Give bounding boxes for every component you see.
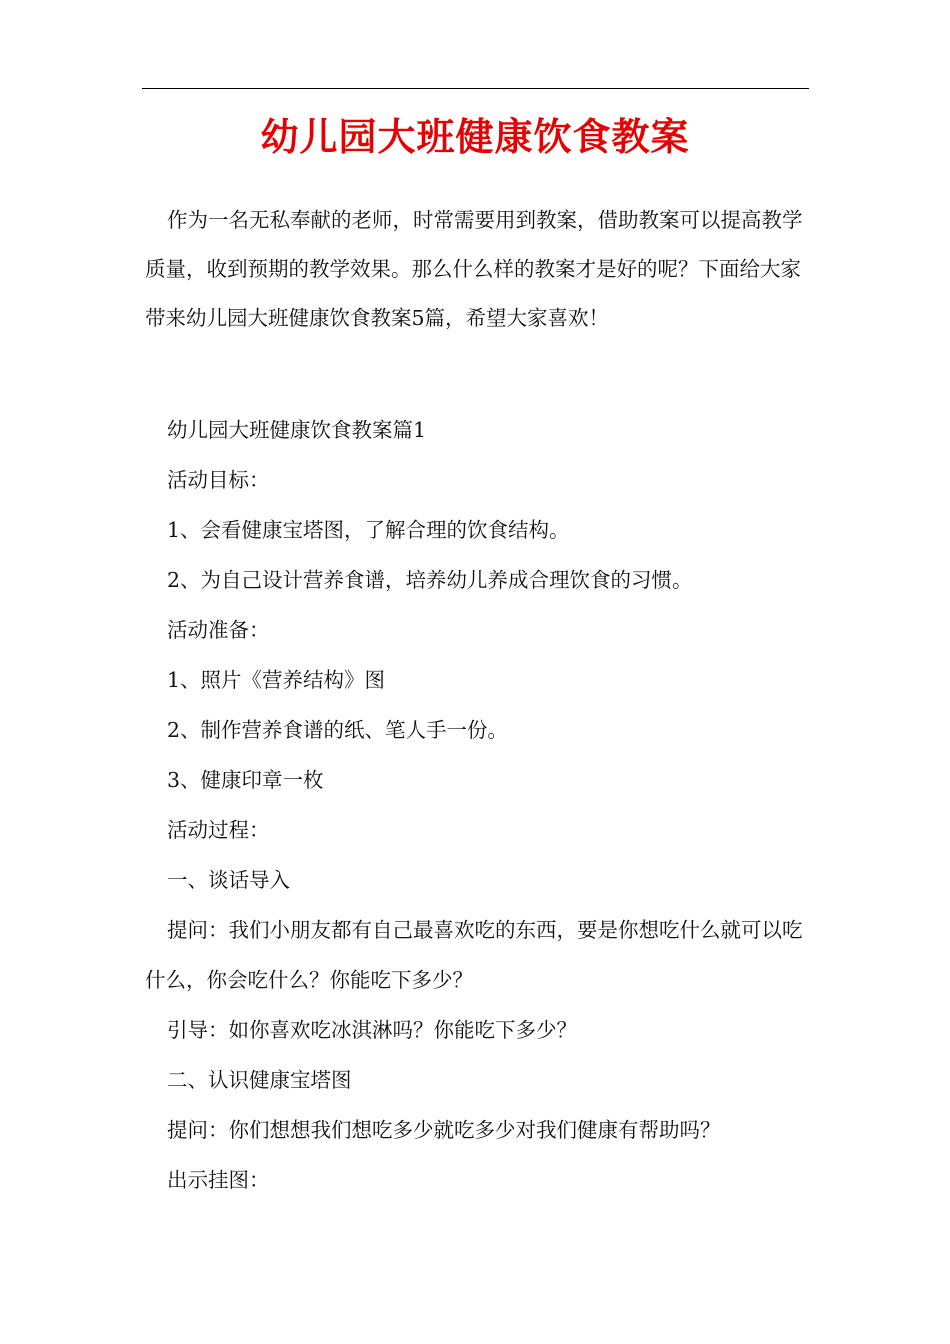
step-1-question: 提问：我们小朋友都有自己最喜欢吃的东西，要是你想吃什么就可以吃什么，你会吃什么？你能吃下多少？ bbox=[145, 918, 803, 992]
paragraph-spacer bbox=[145, 343, 807, 405]
prep-item-3: 3、健康印章一枚 bbox=[167, 768, 324, 792]
step-1-heading: 一、谈话导入 bbox=[167, 868, 290, 892]
prep-heading: 活动准备： bbox=[167, 618, 270, 642]
document-body bbox=[145, 196, 807, 1205]
document-title: 幼儿园大班健康饮食教案 bbox=[260, 114, 690, 159]
step-1-guide: 引导：如你喜欢吃冰淇淋吗？你能吃下多少？ bbox=[167, 1018, 577, 1042]
process-heading: 活动过程： bbox=[167, 818, 270, 842]
header-rule bbox=[142, 88, 809, 89]
step-2-show: 出示挂图： bbox=[167, 1168, 270, 1192]
goal-item-2: 2、为自己设计营养食谱，培养幼儿养成合理饮食的习惯。 bbox=[167, 568, 693, 592]
goals-heading: 活动目标： bbox=[167, 468, 270, 492]
goal-item-1: 1、会看健康宝塔图，了解合理的饮食结构。 bbox=[167, 518, 570, 542]
prep-item-2: 2、制作营养食谱的纸、笔人手一份。 bbox=[167, 718, 509, 742]
step-2-question: 提问：你们想想我们想吃多少就吃多少对我们健康有帮助吗？ bbox=[167, 1118, 721, 1142]
step-2-heading: 二、认识健康宝塔图 bbox=[167, 1068, 352, 1092]
prep-item-1: 1、照片《营养结构》图 bbox=[167, 668, 386, 692]
section-title: 幼儿园大班健康饮食教案篇1 bbox=[167, 418, 427, 442]
intro-paragraph: 作为一名无私奉献的老师，时常需要用到教案，借助教案可以提高教学质量，收到预期的教学效果。那么什么样的教案才是好的呢？下面给大家带来幼儿园大班健康饮食教案5篇，希望大家喜欢！ bbox=[145, 208, 803, 330]
